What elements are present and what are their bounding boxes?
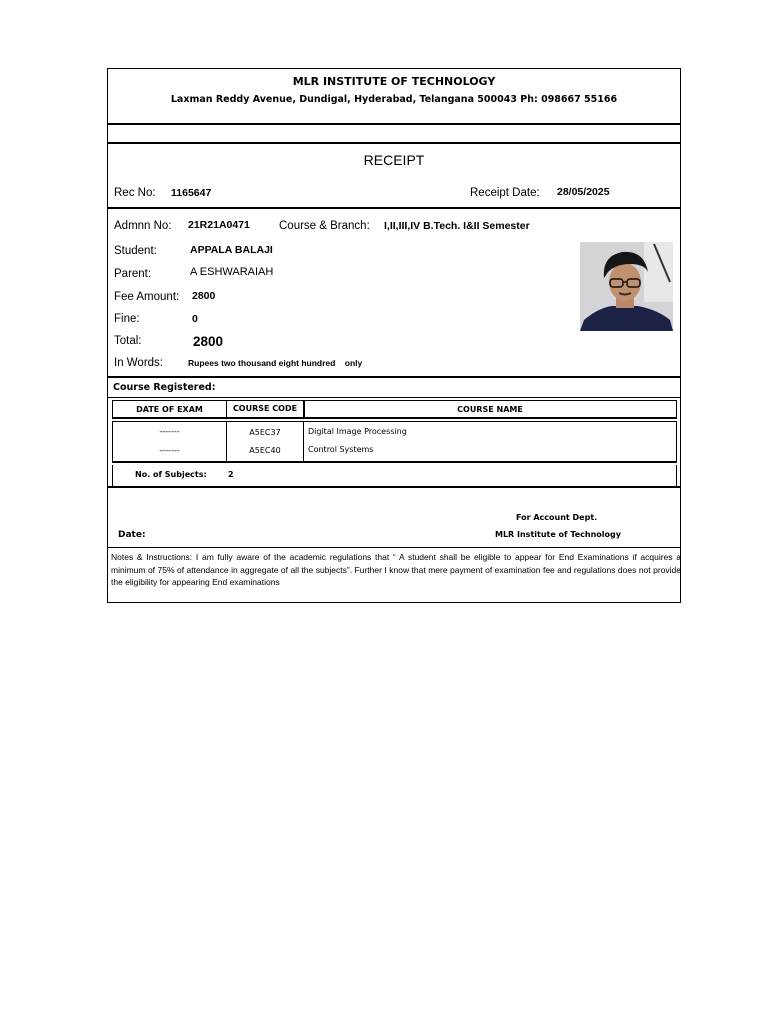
subjects-label: No. of Subjects: <box>135 470 207 479</box>
parent-name: A ESHWARAIAH <box>190 266 274 278</box>
fine-value: 0 <box>192 313 198 325</box>
table-row-code: A5EC40 <box>249 446 281 455</box>
fine-label: Fine: <box>114 313 140 325</box>
in-words-label: In Words: <box>114 357 163 369</box>
fee-amount-value: 2800 <box>192 290 216 302</box>
subjects-count-row <box>112 465 677 486</box>
table-row-name: Digital Image Processing <box>308 427 407 436</box>
fee-receipt <box>107 68 681 603</box>
total-label: Total: <box>114 335 142 347</box>
institute-signature-label: MLR Institute of Technology <box>495 530 621 539</box>
header-course-code: COURSE CODE <box>232 404 298 413</box>
receipt-date-label: Receipt Date: <box>470 187 540 199</box>
account-dept-label: For Account Dept. <box>516 513 598 522</box>
student-label: Student: <box>114 245 157 257</box>
rec-no-value: 1165647 <box>171 187 212 199</box>
course-branch-value: I,II,III,IV B.Tech. I&II Semester <box>384 220 530 232</box>
date-label: Date: <box>118 530 146 540</box>
subjects-count: 2 <box>228 470 234 479</box>
institute-name: MLR INSTITUTE OF TECHNOLOGY <box>292 75 496 88</box>
notes-instructions: Notes & Instructions: I am fully aware of the academic regulations that “ A student shall be eligible to appear for End Examinations if acquires a minimum of 75% of attendance in aggregate of all the subjects”. Further I know that mere payment of examination fee and regulations does not provide the eligibility for appearing End examinations <box>111 552 681 587</box>
fee-amount-label: Fee Amount: <box>114 291 180 303</box>
divider <box>108 486 680 488</box>
admn-no-label: Admnn No: <box>114 220 172 232</box>
course-table-body <box>112 421 677 463</box>
rec-no-label: Rec No: <box>114 187 156 199</box>
divider <box>108 397 680 398</box>
table-row-date: ------- <box>159 446 180 455</box>
table-row-date: ------- <box>159 427 180 436</box>
total-value: 2800 <box>193 334 224 349</box>
divider <box>108 547 680 548</box>
header-date-of-exam: DATE OF EXAM <box>136 405 203 414</box>
header-course-name: COURSE NAME <box>457 405 523 414</box>
institute-address: Laxman Reddy Avenue, Dundigal, Hyderabad, Telangana 500043 Ph: 098667 55166 <box>170 94 618 105</box>
parent-label: Parent: <box>114 268 152 280</box>
receipt-date-value: 28/05/2025 <box>557 186 610 198</box>
admn-no-value: 21R21A0471 <box>188 219 250 231</box>
divider <box>108 142 680 144</box>
table-row-name: Control Systems <box>308 445 374 454</box>
table-row-code: A5EC37 <box>249 428 281 437</box>
course-table-header <box>112 400 677 419</box>
course-registered-title: Course Registered: <box>113 382 216 393</box>
student-name: APPALA BALAJI <box>190 244 273 256</box>
course-branch-label: Course & Branch: <box>279 220 370 232</box>
in-words-value: Rupees two thousand eight hundred only <box>188 358 363 368</box>
divider <box>108 123 680 125</box>
student-photo-icon <box>580 242 673 331</box>
divider <box>108 207 680 209</box>
divider <box>108 376 680 378</box>
receipt-title: RECEIPT <box>363 152 425 168</box>
